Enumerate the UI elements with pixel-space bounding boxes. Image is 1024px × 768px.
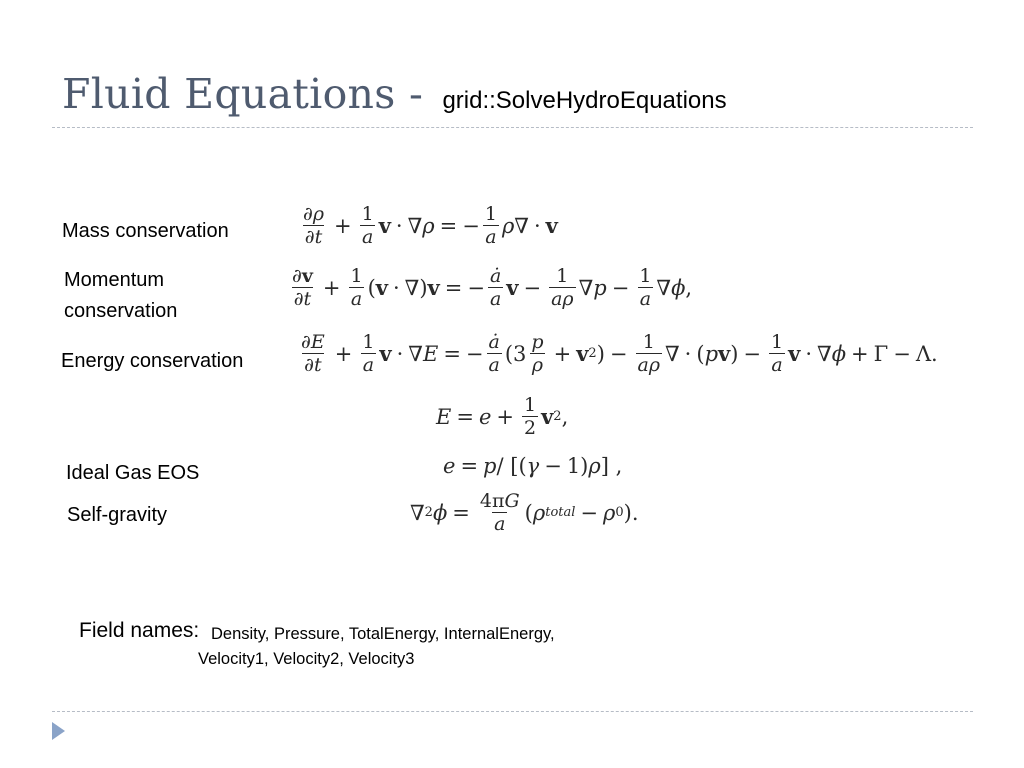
label-ideal-gas-eos: Ideal Gas EOS <box>66 462 200 484</box>
field-names-label: Field names: <box>79 619 200 642</box>
label-mass-conservation: Mass conservation <box>62 220 229 242</box>
equation-momentum-conservation: $\frac{\partial v}{\partial t}$ + $\frac{1}{a}$ ( v · ∇) v = − $\frac{ȧ}{a}$ v − $\frac{1}{a\rho}$ ∇ p − $\frac{1}{a}$ ∇ ϕ , <box>292 265 693 310</box>
equation-energy-conservation: $\frac{\partial E}{\partial t}$ + $\frac{1}{a}$ v · ∇ E = − $\frac{ȧ}{a}$ (3 $\frac{p}{\rho}$ + v 2 ) − $\frac{1}{a\rho}$ ∇ · ( p v ) − $\frac{1}{a}$ v · ∇ ϕ + Γ − Λ. <box>301 331 938 376</box>
label-energy-conservation: Energy conservation <box>61 350 244 372</box>
slide-title <box>62 70 727 118</box>
footer-divider <box>52 711 973 712</box>
triangle-right-icon <box>52 722 65 740</box>
label-momentum-line1: Momentum <box>64 269 165 291</box>
equation-mass-conservation: $\frac{\partial\rho}{\partial t}$ + $\frac{1}{a}$ v · ∇ ρ = − $\frac{1}{a}$ ρ ∇ · v <box>303 203 558 248</box>
title-dash: - <box>395 70 437 118</box>
header-divider <box>52 127 973 128</box>
equation-ideal-gas-eos: e = p / [( γ − 1) ρ ] , <box>443 454 623 478</box>
field-names-line1: Density, Pressure, TotalEnergy, InternalEnergy, <box>211 625 555 643</box>
title-main: Fluid Equations <box>62 70 396 118</box>
label-self-gravity: Self-gravity <box>67 504 168 526</box>
equation-total-energy: E = e + $\frac{1}{2}$ v 2 , <box>436 394 569 439</box>
label-momentum-line2: conservation <box>64 300 178 322</box>
title-subtitle: grid::SolveHydroEquations <box>442 87 727 114</box>
equation-self-gravity: ∇ 2 ϕ = $\frac{4\pi G}{a}$ ( ρ total − ρ 0 ). <box>410 490 639 535</box>
field-names-line2: Velocity1, Velocity2, Velocity3 <box>198 650 415 668</box>
